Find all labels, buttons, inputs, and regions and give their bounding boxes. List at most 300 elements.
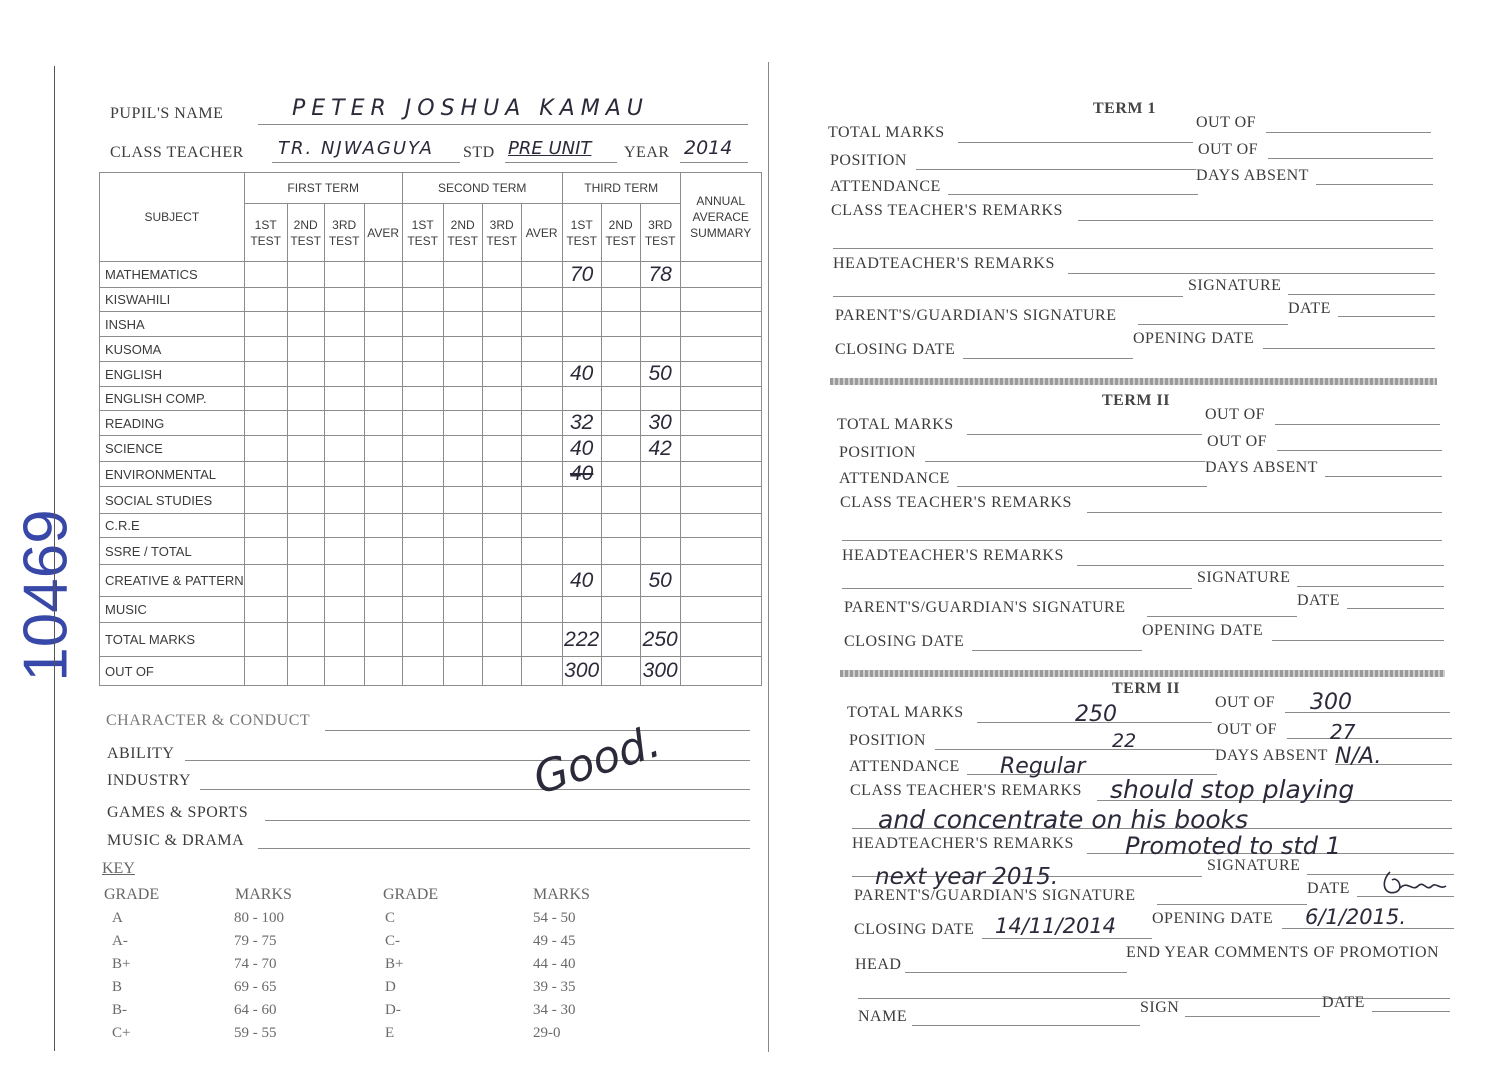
term3-out-of-label: OUT OF [1215, 694, 1276, 711]
key-grade: A- [112, 933, 128, 949]
mark-cell [244, 411, 287, 436]
mark-cell [680, 538, 761, 565]
table-row [100, 262, 762, 288]
character-label: CHARACTER & CONDUCT [106, 712, 311, 729]
mark-cell [324, 462, 364, 487]
mark-cell [443, 312, 482, 337]
mark-cell [521, 462, 562, 487]
mark-cell [364, 657, 402, 686]
mark-cell [402, 337, 443, 362]
key-marks-header-2: MARKS [533, 886, 590, 903]
term1-head-remarks-label: HEADTEACHER'S REMARKS [833, 255, 1055, 272]
pupil-name-value: PETER JOSHUA KAMAU [292, 96, 649, 121]
mark-cell [443, 362, 482, 387]
mark-cell [244, 262, 287, 288]
mark-cell [680, 514, 761, 538]
subject-header: SUBJECT [100, 173, 245, 262]
third-term-test3-cell: 42 [640, 436, 680, 462]
mark-cell [287, 362, 324, 387]
mark-cell [482, 514, 521, 538]
year-label: YEAR [624, 144, 670, 161]
third-term-test1-cell [562, 387, 601, 411]
key-marks-range: 64 - 60 [234, 1002, 277, 1018]
term1-class-remarks-label: CLASS TEACHER'S REMARKS [831, 202, 1063, 219]
second-term-header: SECOND TERM [402, 173, 562, 204]
key-marks-range: 34 - 30 [533, 1002, 576, 1018]
mark-cell [287, 411, 324, 436]
mark-cell [364, 623, 402, 657]
mark-cell [482, 436, 521, 462]
third-term-test1-cell: 32 [562, 411, 601, 436]
mark-cell [402, 387, 443, 411]
mark-cell [324, 337, 364, 362]
mark-cell [680, 597, 761, 623]
key-marks-range: 80 - 100 [234, 910, 284, 926]
key-grade: E [385, 1025, 395, 1041]
mark-cell [244, 597, 287, 623]
third-term-test3-cell: 78 [640, 262, 680, 288]
mark-cell [244, 387, 287, 411]
stamp-number: 10469 [11, 509, 81, 682]
table-row [100, 387, 762, 411]
subject-cell: SSRE / TOTAL [100, 538, 245, 565]
mark-cell [443, 657, 482, 686]
year-value: 2014 [684, 137, 733, 159]
subject-cell: KISWAHILI [100, 288, 245, 312]
third-term-test1-cell [562, 337, 601, 362]
mark-cell [324, 362, 364, 387]
third-term-test3-cell [640, 312, 680, 337]
term2-position-label: POSITION [839, 444, 916, 461]
ability-label: ABILITY [107, 745, 175, 762]
mark-cell [402, 565, 443, 597]
mark-cell [601, 597, 640, 623]
term2-class-remarks-label: CLASS TEACHER'S REMARKS [840, 494, 1072, 511]
term2-attendance-label: ATTENDANCE [839, 470, 950, 487]
industry-label: INDUSTRY [107, 772, 192, 789]
term1-signature-label: SIGNATURE [1188, 277, 1282, 294]
mark-cell [601, 623, 640, 657]
mark-cell [601, 411, 640, 436]
table-row [100, 657, 762, 686]
mark-cell [324, 565, 364, 597]
term3-position: 22 [1112, 730, 1137, 752]
table-row [100, 623, 762, 657]
mark-cell [601, 487, 640, 514]
key-grade: C [385, 910, 396, 926]
mark-cell [402, 514, 443, 538]
mark-cell [364, 387, 402, 411]
term3-head-remarks-1: Promoted to std 1 [1125, 832, 1341, 860]
mark-cell [287, 538, 324, 565]
test-header-row: 1ST TEST 2ND TEST 3RD TEST AVER 1ST TEST 2ND TEST 3RD TEST AVER 1ST TEST 2ND TEST 3RD TEST [100, 204, 762, 262]
mark-cell [521, 362, 562, 387]
third-term-test1-cell [562, 288, 601, 312]
mark-cell [680, 565, 761, 597]
term3-class-remarks-1: should stop playing [1110, 775, 1355, 804]
mark-cell [521, 411, 562, 436]
mark-cell [521, 262, 562, 288]
mark-cell [402, 262, 443, 288]
mark-cell [324, 262, 364, 288]
subject-cell: READING [100, 411, 245, 436]
term3-position-label: POSITION [849, 732, 926, 749]
mark-cell [482, 487, 521, 514]
mark-cell [521, 288, 562, 312]
mark-cell [482, 597, 521, 623]
key-marks-range: 29-0 [533, 1025, 561, 1041]
term2-out-of-position-label: OUT OF [1207, 433, 1268, 450]
term3-attendance-label: ATTENDANCE [849, 758, 960, 775]
mark-cell [324, 538, 364, 565]
mark-cell [443, 436, 482, 462]
term3-signature-label: SIGNATURE [1207, 857, 1301, 874]
mark-cell [244, 514, 287, 538]
date-label-footer: DATE [1322, 994, 1365, 1011]
term1-opening-date-label: OPENING DATE [1133, 330, 1255, 347]
class-teacher-label: CLASS TEACHER [110, 144, 244, 161]
third-term-test1-cell [562, 487, 601, 514]
term1-position-label: POSITION [830, 152, 907, 169]
mark-cell [482, 387, 521, 411]
term2-total-marks-label: TOTAL MARKS [837, 416, 954, 433]
key-marks-range: 39 - 35 [533, 979, 576, 995]
mark-cell [287, 487, 324, 514]
mark-cell [521, 514, 562, 538]
subject-cell: MATHEMATICS [100, 262, 245, 288]
mark-cell [402, 538, 443, 565]
mark-cell [287, 436, 324, 462]
mark-cell [364, 411, 402, 436]
subject-cell: INSHA [100, 312, 245, 337]
table-row [100, 538, 762, 565]
mark-cell [680, 436, 761, 462]
mark-cell [364, 538, 402, 565]
mark-cell [287, 565, 324, 597]
term3-out-of-position: 27 [1330, 720, 1356, 744]
sign-label: SIGN [1140, 999, 1180, 1016]
mark-cell [680, 411, 761, 436]
mark-cell [244, 623, 287, 657]
mark-cell [482, 565, 521, 597]
mark-cell [521, 657, 562, 686]
mark-cell [402, 657, 443, 686]
mark-cell [364, 288, 402, 312]
key-marks-range: 44 - 40 [533, 956, 576, 972]
std-label: STD [463, 144, 495, 161]
mark-cell [443, 387, 482, 411]
table-row [100, 411, 762, 436]
mark-cell [402, 312, 443, 337]
term3-class-remarks-label: CLASS TEACHER'S REMARKS [850, 782, 1082, 799]
mark-cell [601, 362, 640, 387]
mark-cell [287, 597, 324, 623]
mark-cell [287, 657, 324, 686]
mark-cell [244, 487, 287, 514]
mark-cell [443, 462, 482, 487]
mark-cell [324, 436, 364, 462]
mark-cell [364, 565, 402, 597]
mark-cell [402, 288, 443, 312]
mark-cell [601, 312, 640, 337]
subject-cell: ENGLISH [100, 362, 245, 387]
term3-closing-date: 14/11/2014 [995, 914, 1117, 938]
term2-parent-signature-label: PARENT'S/GUARDIAN'S SIGNATURE [844, 599, 1126, 616]
marks-table [99, 172, 762, 686]
table-row [100, 288, 762, 312]
mark-cell [244, 362, 287, 387]
term3-head-remarks-label: HEADTEACHER'S REMARKS [852, 835, 1074, 852]
mark-cell [443, 538, 482, 565]
mark-cell [287, 337, 324, 362]
third-term-test1-cell [562, 514, 601, 538]
mark-cell [324, 514, 364, 538]
table-row [100, 436, 762, 462]
end-year-comments-label: END YEAR COMMENTS OF PROMOTION [1126, 944, 1440, 961]
third-term-test3-cell [640, 487, 680, 514]
mark-cell [443, 411, 482, 436]
term1-parent-signature-label: PARENT'S/GUARDIAN'S SIGNATURE [835, 307, 1117, 324]
mark-cell [482, 538, 521, 565]
class-teacher-value: TR. NJWAGUYA [278, 138, 434, 159]
subject-cell: CREATIVE & PATTERN [100, 565, 245, 597]
term3-closing-date-label: CLOSING DATE [854, 921, 975, 938]
term3-total-marks: 250 [1075, 702, 1117, 727]
term3-parent-signature-label: PARENT'S/GUARDIAN'S SIGNATURE [854, 887, 1136, 904]
mark-cell [443, 337, 482, 362]
term3-days-absent: N/A. [1335, 744, 1382, 769]
key-grade: C- [385, 933, 400, 949]
head-label: HEAD [855, 956, 902, 973]
third-term-test3-cell [640, 387, 680, 411]
subject-cell: ENVIRONMENTAL [100, 462, 245, 487]
key-grade: A [112, 910, 123, 926]
mark-cell [324, 657, 364, 686]
mark-cell [601, 462, 640, 487]
mark-cell [482, 262, 521, 288]
term3-head-remarks-2: next year 2015. [875, 864, 1059, 890]
term2-days-absent-label: DAYS ABSENT [1205, 459, 1318, 476]
key-marks-range: 59 - 55 [234, 1025, 277, 1041]
table-row [100, 462, 762, 487]
key-grade: B [112, 979, 123, 995]
third-term-test1-cell: 40 [562, 362, 601, 387]
mark-cell [680, 362, 761, 387]
term3-days-absent-label: DAYS ABSENT [1215, 747, 1328, 764]
mark-cell [601, 514, 640, 538]
third-term-test3-cell: 50 [640, 362, 680, 387]
mark-cell [287, 288, 324, 312]
mark-cell [680, 312, 761, 337]
third-term-test3-cell [640, 337, 680, 362]
mark-cell [324, 597, 364, 623]
mark-cell [402, 623, 443, 657]
key-grade-header-2: GRADE [383, 886, 439, 903]
third-term-test1-cell [562, 597, 601, 623]
mark-cell [521, 597, 562, 623]
term2-date-label: DATE [1297, 592, 1340, 609]
key-grade: D- [385, 1002, 401, 1018]
third-term-test1-cell: 40 [562, 436, 601, 462]
term1-closing-date-label: CLOSING DATE [835, 341, 956, 358]
table-row [100, 337, 762, 362]
term3-out-of-position-label: OUT OF [1217, 721, 1278, 738]
mark-cell [324, 411, 364, 436]
conduct-comment: Good. [527, 716, 667, 805]
mark-cell [443, 487, 482, 514]
mark-cell [601, 436, 640, 462]
mark-cell [364, 262, 402, 288]
key-marks-range: 54 - 50 [533, 910, 576, 926]
key-marks-range: 79 - 75 [234, 933, 277, 949]
mark-cell [364, 597, 402, 623]
annual-summary-header: ANNUAL AVERACE SUMMARY [680, 173, 761, 262]
mark-cell [364, 514, 402, 538]
mark-cell [244, 312, 287, 337]
third-term-test1-cell [562, 312, 601, 337]
third-term-test3-cell: 250 [640, 623, 680, 657]
first-term-header: FIRST TERM [244, 173, 402, 204]
third-term-test3-cell: 30 [640, 411, 680, 436]
term1-title: TERM 1 [1093, 100, 1156, 117]
third-term-test1-cell: 40 [562, 565, 601, 597]
third-term-test3-cell: 300 [640, 657, 680, 686]
mark-cell [244, 436, 287, 462]
mark-cell [364, 312, 402, 337]
mark-cell [680, 462, 761, 487]
games-label: GAMES & SPORTS [107, 804, 249, 821]
mark-cell [324, 487, 364, 514]
third-term-test1-cell: 222 [562, 623, 601, 657]
mark-cell [521, 387, 562, 411]
key-marks-range: 49 - 45 [533, 933, 576, 949]
term2-opening-date-label: OPENING DATE [1142, 622, 1264, 639]
term3-opening-date: 6/1/2015. [1305, 905, 1406, 929]
third-term-test3-cell [640, 514, 680, 538]
mark-cell [443, 565, 482, 597]
subject-cell: OUT OF [100, 657, 245, 686]
music-drama-label: MUSIC & DRAMA [107, 832, 245, 849]
subject-cell: KUSOMA [100, 337, 245, 362]
term2-out-of-label: OUT OF [1205, 406, 1266, 423]
key-grade-header-1: GRADE [104, 886, 160, 903]
mark-cell [244, 462, 287, 487]
mark-cell [324, 387, 364, 411]
mark-cell [244, 538, 287, 565]
mark-cell [443, 597, 482, 623]
key-grade: B+ [112, 956, 131, 972]
mark-cell [244, 288, 287, 312]
term3-date-label: DATE [1307, 880, 1350, 897]
third-term-header: THIRD TERM [562, 173, 680, 204]
term1-out-of-label: OUT OF [1196, 114, 1257, 131]
third-term-test3-cell [640, 462, 680, 487]
mark-cell [402, 362, 443, 387]
mark-cell [324, 312, 364, 337]
table-row [100, 487, 762, 514]
mark-cell [521, 337, 562, 362]
key-grade: D [385, 979, 396, 995]
term3-total-marks-label: TOTAL MARKS [847, 704, 964, 721]
term3-class-remarks-2: and concentrate on his books [878, 805, 1249, 834]
mark-cell [402, 597, 443, 623]
term3-opening-date-label: OPENING DATE [1152, 910, 1274, 927]
table-row [100, 362, 762, 387]
third-term-test1-cell [562, 538, 601, 565]
mark-cell [601, 538, 640, 565]
mark-cell [443, 623, 482, 657]
mark-cell [244, 565, 287, 597]
term1-total-marks-label: TOTAL MARKS [828, 124, 945, 141]
mark-cell [482, 623, 521, 657]
mark-cell [680, 288, 761, 312]
mark-cell [601, 288, 640, 312]
term1-days-absent-label: DAYS ABSENT [1196, 167, 1309, 184]
subject-cell: C.R.E [100, 514, 245, 538]
mark-cell [287, 623, 324, 657]
key-marks-header-1: MARKS [235, 886, 292, 903]
mark-cell [482, 312, 521, 337]
mark-cell [482, 362, 521, 387]
name-label: NAME [858, 1008, 908, 1025]
term1-date-label: DATE [1288, 300, 1331, 317]
mark-cell [680, 657, 761, 686]
key-title: KEY [102, 860, 135, 877]
mark-cell [601, 657, 640, 686]
third-term-test1-cell: 300 [562, 657, 601, 686]
mark-cell [443, 514, 482, 538]
subject-cell: MUSIC [100, 597, 245, 623]
mark-cell [244, 657, 287, 686]
term3-out-of-total: 300 [1310, 690, 1352, 715]
mark-cell [482, 657, 521, 686]
mark-cell [364, 362, 402, 387]
mark-cell [324, 623, 364, 657]
third-term-test3-cell [640, 597, 680, 623]
mark-cell [521, 312, 562, 337]
term2-head-remarks-label: HEADTEACHER'S REMARKS [842, 547, 1064, 564]
key-grade: B- [112, 1002, 127, 1018]
mark-cell [601, 262, 640, 288]
term2-title: TERM II [1102, 392, 1170, 409]
mark-cell [324, 288, 364, 312]
mark-cell [482, 411, 521, 436]
std-value: PRE UNIT [508, 138, 592, 159]
mark-cell [680, 487, 761, 514]
mark-cell [482, 288, 521, 312]
mark-cell [287, 387, 324, 411]
subject-cell: ENGLISH COMP. [100, 387, 245, 411]
third-term-test3-cell: 50 [640, 565, 680, 597]
table-row [100, 565, 762, 597]
mark-cell [287, 262, 324, 288]
pupil-name-label: PUPIL'S NAME [110, 105, 224, 122]
mark-cell [364, 436, 402, 462]
left-margin-line [54, 66, 55, 1051]
third-term-test3-cell [640, 538, 680, 565]
mark-cell [521, 538, 562, 565]
mark-cell [680, 623, 761, 657]
table-row [100, 597, 762, 623]
subject-cell: SCIENCE [100, 436, 245, 462]
term3-attendance: Regular [1000, 754, 1086, 779]
center-fold-line [768, 62, 769, 1052]
mark-cell [521, 436, 562, 462]
mark-cell [680, 262, 761, 288]
mark-cell [364, 487, 402, 514]
mark-cell [364, 337, 402, 362]
mark-cell [287, 312, 324, 337]
